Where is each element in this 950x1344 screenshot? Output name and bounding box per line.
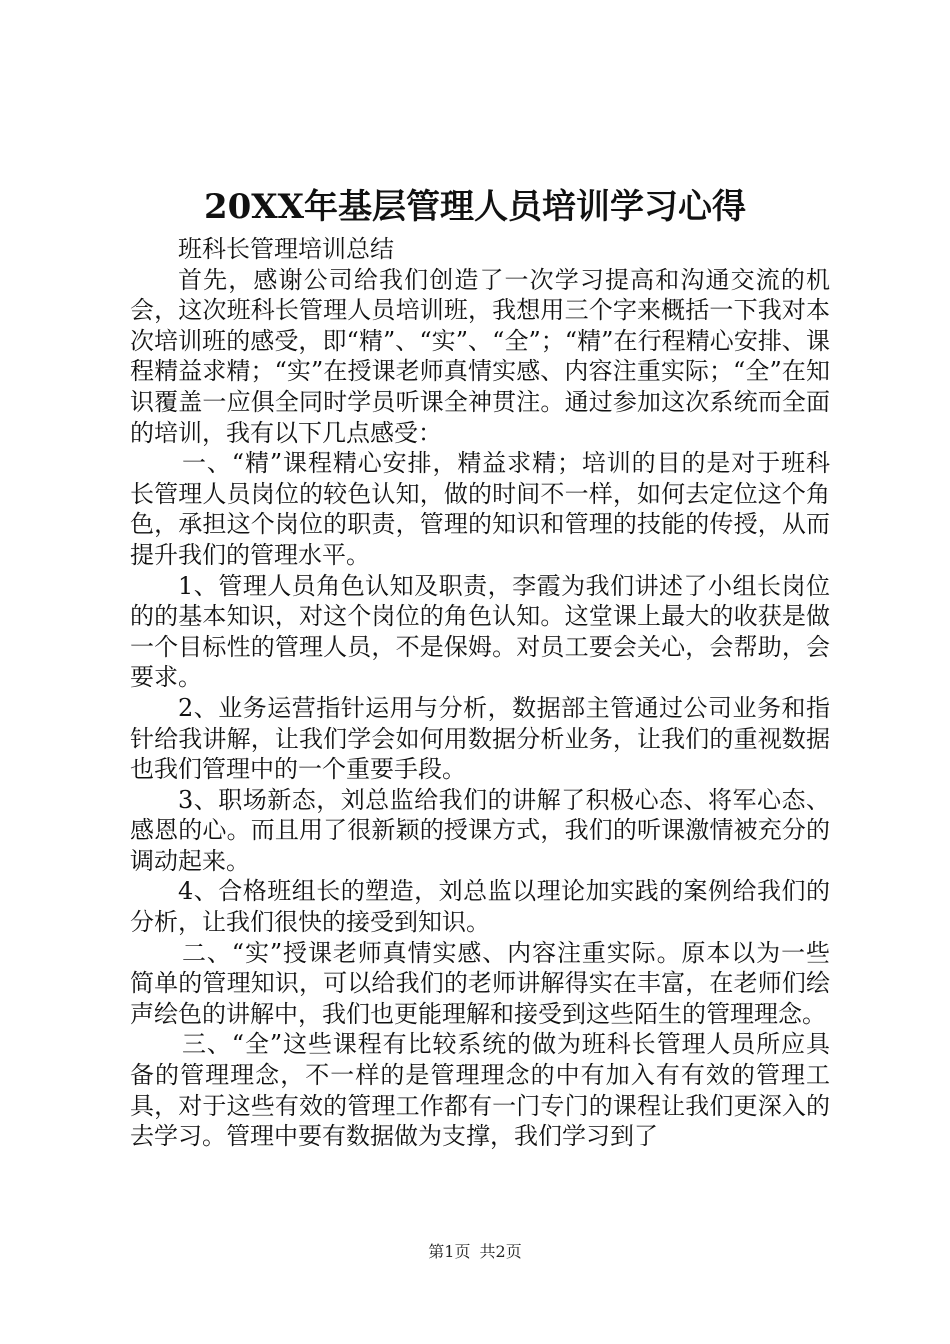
paragraph-item-4: 4、合格班组长的塑造，刘总监以理论加实践的案例给我们的分析，让我们很快的接受到知识。	[130, 877, 830, 937]
document-body	[130, 234, 830, 1152]
document-subtitle: 班科长管理培训总结	[178, 235, 394, 263]
paragraph-intro: 首先，感谢公司给我们创造了一次学习提高和沟通交流的机会，这次班科长管理人员培训班，我想用三个字来概括一下我对本次培训班的感受，即“精”、“实”、“全”；“精”在行程精心安排、课程精益求精；“实”在授课老师真情实感、内容注重实际；“全”在知识覆盖一应俱全同时学员听课全神贯注。通过参加这次系统而全面的培训，我有以下几点感受：	[130, 265, 830, 447]
paragraph-section-three: 三、“全”这些课程有比较系统的做为班科长管理人员所应具备的管理理念，不一样的是管理理念的中有加入有有效的管理工具，对于这些有效的管理工作都有一门专门的课程让我们更深入的去学习。管理中要有数据做为支撑，我们学习到了	[130, 1030, 830, 1151]
paragraph-item-3: 3、职场新态，刘总监给我们的讲解了积极心态、将军心态、感恩的心。而且用了很新颖的授课方式，我们的听课激情被充分的调动起来。	[130, 785, 830, 875]
paragraph-item-2: 2、业务运营指针运用与分析，数据部主管通过公司业务和指针给我讲解，让我们学会如何用数据分析业务，让我们的重视数据也我们管理中的一个重要手段。	[130, 693, 830, 784]
page-footer	[0, 1240, 950, 1264]
paragraph-section-one: 一、“精”课程精心安排，精益求精；培训的目的是对于班科长管理人员岗位的较色认知，做的时间不一样，如何去定位这个角色，承担这个岗位的职责，管理的知识和管理的技能的传授，从而提升我们的管理水平。	[130, 449, 830, 569]
document-title: 20XX年基层管理人员培训学习心得	[203, 187, 747, 227]
page-number: 第1页	[428, 1242, 471, 1261]
paragraph-section-two: 二、“实”授课老师真情实感、内容注重实际。原本以为一些简单的管理知识，可以给我们的老师讲解得实在丰富，在老师们绘声绘色的讲解中，我们也更能理解和接受到这些陌生的管理理念。	[130, 938, 830, 1028]
paragraph-item-1: 1、管理人员角色认知及职责，李霞为我们讲述了小组长岗位的的基本知识，对这个岗位的角色认知。这堂课上最大的收获是做一个目标性的管理人员，不是保姆。对员工要会关心，会帮助，会要求。	[130, 571, 830, 692]
page-total: 共2页	[479, 1242, 522, 1261]
